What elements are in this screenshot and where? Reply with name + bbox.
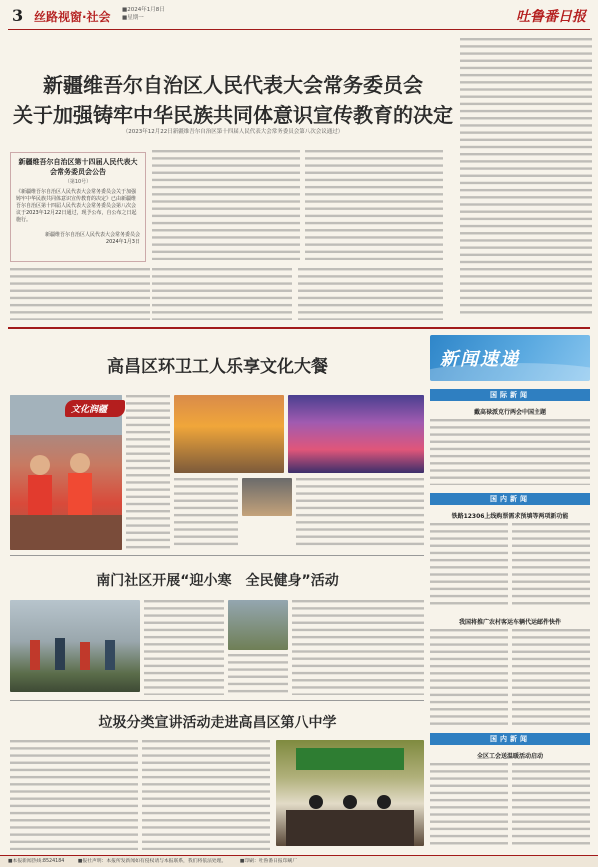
weekday-line: ■星期一	[122, 15, 144, 21]
article-column	[152, 268, 292, 320]
brief-text	[512, 629, 590, 725]
headline-line-1: 新疆维吾尔自治区人民代表大会常务委员会	[43, 73, 423, 97]
page-number: 3	[12, 6, 24, 25]
fitness-illustration	[10, 600, 140, 692]
brief-text	[430, 419, 590, 485]
article-column	[144, 600, 224, 695]
article-column	[174, 478, 238, 548]
headline-line-2: 关于加强铸牢中华民族共同体意识宣传教育的决定	[13, 103, 453, 127]
domestic-news-bar: 国内新闻	[430, 733, 590, 745]
culture-badge: 文化润疆	[65, 400, 125, 417]
article-column	[126, 395, 170, 550]
article-column	[152, 150, 300, 260]
signature-org: 新疆维吾尔自治区人民代表大会常务委员会	[44, 232, 140, 238]
article-column	[298, 268, 443, 320]
brief-text	[430, 763, 508, 849]
garbage-sorting-headline: 垃圾分类宣讲活动走进高昌区第八中学	[98, 715, 337, 731]
domestic-brief-headline: 铁路12306上线购票需求预填等两项新功能	[451, 513, 569, 520]
article-column	[142, 740, 270, 850]
article-column	[305, 150, 443, 260]
classroom-photo	[276, 740, 424, 846]
domestic-brief-headline: 全区工会送温暖活动启动	[476, 753, 543, 760]
brief-text	[430, 629, 508, 725]
footer-hotline: ■本报新闻热线:8524184	[8, 859, 65, 864]
headline-note: （2023年12月22日新疆维吾尔自治区第十四届人民代表大会常务委员会第八次会议通过）	[122, 129, 344, 135]
footer-notice: ■报社声明：本报所发新闻如有侵权请与本报联系，我们将依法处理。	[77, 859, 227, 864]
article-column	[228, 654, 288, 694]
brief-text	[430, 523, 508, 609]
domestic-news-bar: 国内新闻	[430, 493, 590, 505]
masthead	[8, 4, 590, 30]
issue-date	[122, 6, 165, 22]
announcement-signature	[16, 232, 140, 246]
signature-date: 2024年1月3日	[105, 239, 140, 245]
announcement-box	[10, 152, 146, 262]
nanmen-headline: 南门社区开展“迎小寒 全民健身”活动	[96, 573, 339, 589]
sanitation-workers-photo	[10, 395, 122, 550]
international-brief-headline: 戴高禄派克行两会中国主题	[473, 409, 546, 416]
paper-logo: 吐鲁番日报	[516, 9, 586, 25]
date-line: ■2024年1月8日	[122, 7, 165, 13]
story-divider	[10, 555, 424, 556]
brief-text	[512, 763, 590, 849]
fitness-activity-photo	[10, 600, 140, 692]
section-name: 丝路视窗·社会	[34, 10, 111, 24]
gaochang-headline: 高昌区环卫工人乐享文化大餐	[107, 357, 328, 377]
article-column	[10, 268, 150, 320]
announcement-number: （第10号）	[64, 179, 92, 185]
audience-photo	[242, 478, 292, 516]
news-express-title: 新闻速递	[440, 349, 520, 370]
news-express-column	[430, 335, 590, 855]
brief-text	[512, 523, 590, 609]
article-column	[296, 478, 424, 548]
workers-illustration	[10, 395, 122, 550]
footer-bar	[0, 855, 598, 867]
footer-print: ■印刷：吐鲁番日报印刷厂	[239, 859, 298, 864]
classroom-illustration	[276, 740, 424, 846]
article-column	[460, 38, 592, 318]
announcement-title: 新疆维吾尔自治区第十四届人民代表大会常务委员会公告	[18, 158, 138, 176]
exercise-photo	[228, 600, 288, 650]
performance-photo	[174, 395, 284, 473]
article-column	[10, 740, 138, 850]
story-divider	[10, 700, 424, 701]
domestic-brief-headline: 我国将推广农村客运车辆代运邮件快件	[458, 619, 561, 626]
article-column	[292, 600, 424, 695]
news-express-banner	[430, 335, 590, 381]
stage-photo	[288, 395, 424, 473]
main-headline	[8, 70, 458, 130]
announcement-body: 《新疆维吾尔自治区人民代表大会常务委员会关于加强铸牢中华民族共同体意识宣传教育的决定》已由新疆维吾尔自治区第十四届人民代表大会常务委员会第八次会议于2023年12月22日通过，现予公布，自公布之日起施行。	[16, 189, 137, 223]
section-divider	[8, 327, 590, 329]
international-news-bar: 国际新闻	[430, 389, 590, 401]
